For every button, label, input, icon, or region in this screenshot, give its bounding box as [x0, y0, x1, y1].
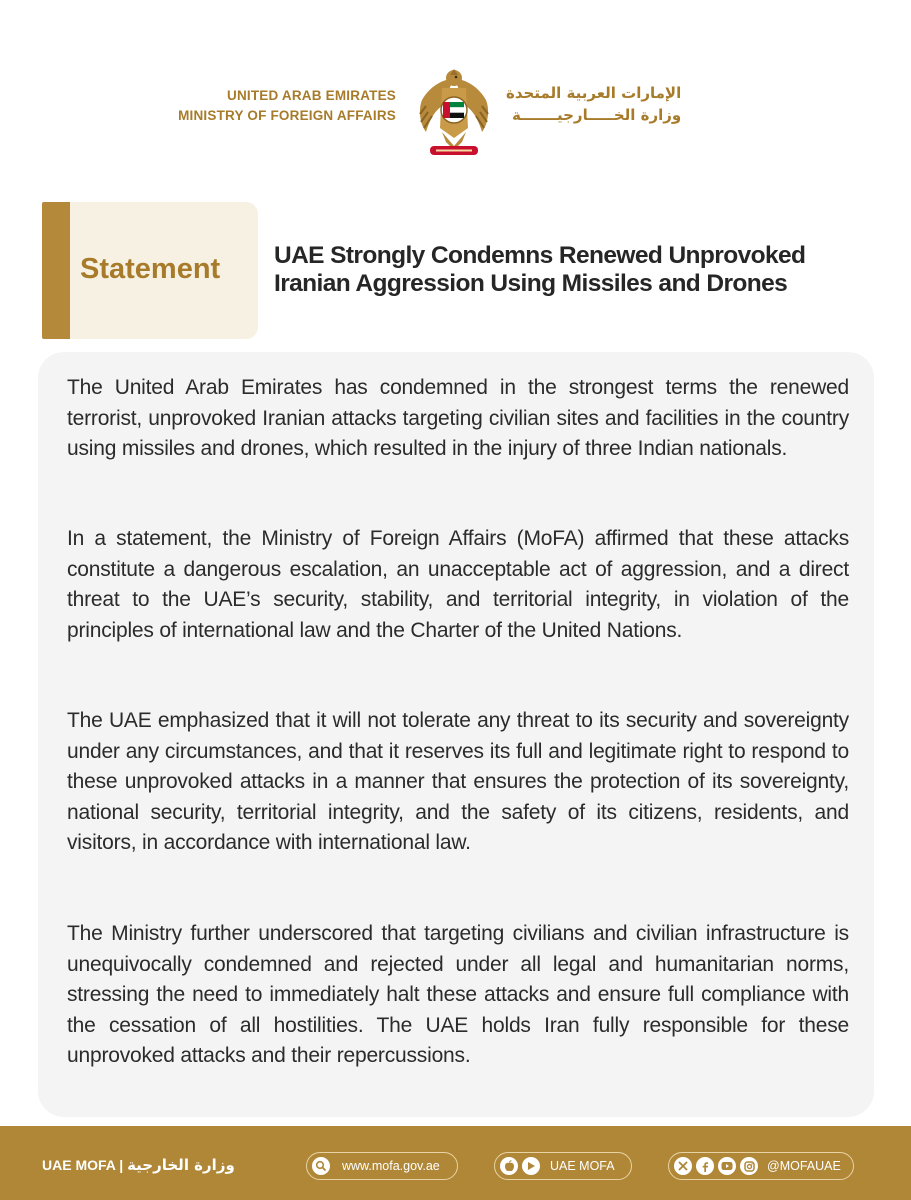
website-link[interactable]	[306, 1152, 458, 1180]
apple-icon	[500, 1157, 518, 1175]
x-icon[interactable]	[674, 1157, 692, 1175]
social-handle: @MOFAUAE	[767, 1158, 841, 1173]
website-url: www.mofa.gov.ae	[342, 1158, 440, 1173]
footer-brand	[42, 1156, 235, 1174]
footer-brand-ar: وزارة الخارجية	[127, 1156, 235, 1174]
statement-label: Statement	[80, 253, 221, 285]
headline-line2: Iranian Aggression Using Missiles and Drones	[274, 270, 788, 297]
footer-brand-separator: |	[119, 1157, 124, 1173]
page-footer	[0, 1126, 911, 1200]
facebook-icon[interactable]	[696, 1157, 714, 1175]
uae-emblem-falcon-icon	[412, 66, 496, 158]
body-paragraph-4: The Ministry further underscored that targeting civilians and civilian infrastructure is unequivocally condemned and rejected under all legal and humanitarian norms, stressing the need to immediately halt these attacks and ensure full compliance with the cessation of all hostilities. The UAE holds Iran fully responsible for these unprovoked attacks and their repercussions.	[67, 922, 849, 1067]
body-paragraph-1: The United Arab Emirates has condemned in the strongest terms the renewed terrorist, unprovoked Iranian attacks targeting civilian sites and facilities in the country using missiles and drones, which resulted in the injury of three Indian nationals.	[67, 376, 849, 460]
app-store-link[interactable]	[494, 1152, 632, 1180]
footer-brand-en: UAE MOFA	[42, 1157, 116, 1173]
search-icon	[312, 1157, 330, 1175]
org-name-ar-line1: الإمارات العربية المتحدة	[506, 84, 682, 102]
org-name-en-line2: MINISTRY OF FOREIGN AFFAIRS	[178, 108, 396, 123]
body-paragraph-3: The UAE emphasized that it will not tolerate any threat to its security and sovereignty under any circumstances, and that it reserves its full and legitimate right to respond to these unprovoked attacks in a manner that ensures the protection of its sovereignty, national security, territorial integrity, and the safety of its citizens, residents, and visitors, in accordance with international law.	[67, 709, 849, 854]
instagram-icon[interactable]	[740, 1157, 758, 1175]
page-header	[0, 66, 911, 166]
statement-accent-bar	[42, 202, 70, 339]
org-name-ar-line2: وزارة الخـــــارجيـــــــة	[512, 106, 682, 124]
headline-line1: UAE Strongly Condemns Renewed Unprovoked	[274, 242, 806, 269]
youtube-icon[interactable]	[718, 1157, 736, 1175]
org-name-arabic	[506, 82, 681, 126]
play-store-icon	[522, 1157, 540, 1175]
social-links[interactable]	[668, 1152, 854, 1180]
org-name-english	[178, 86, 396, 126]
org-name-en-line1: UNITED ARAB EMIRATES	[227, 88, 396, 103]
body-paragraph-2: In a statement, the Ministry of Foreign Affairs (MoFA) affirmed that these attacks constitute a dangerous escalation, an unacceptable act of aggression, and a direct threat to the UAE’s security, stability, and territorial integrity, in violation of the principles of international law and the Charter of the United Nations.	[67, 527, 849, 642]
statement-headline	[274, 242, 874, 298]
app-label: UAE MOFA	[550, 1158, 615, 1173]
